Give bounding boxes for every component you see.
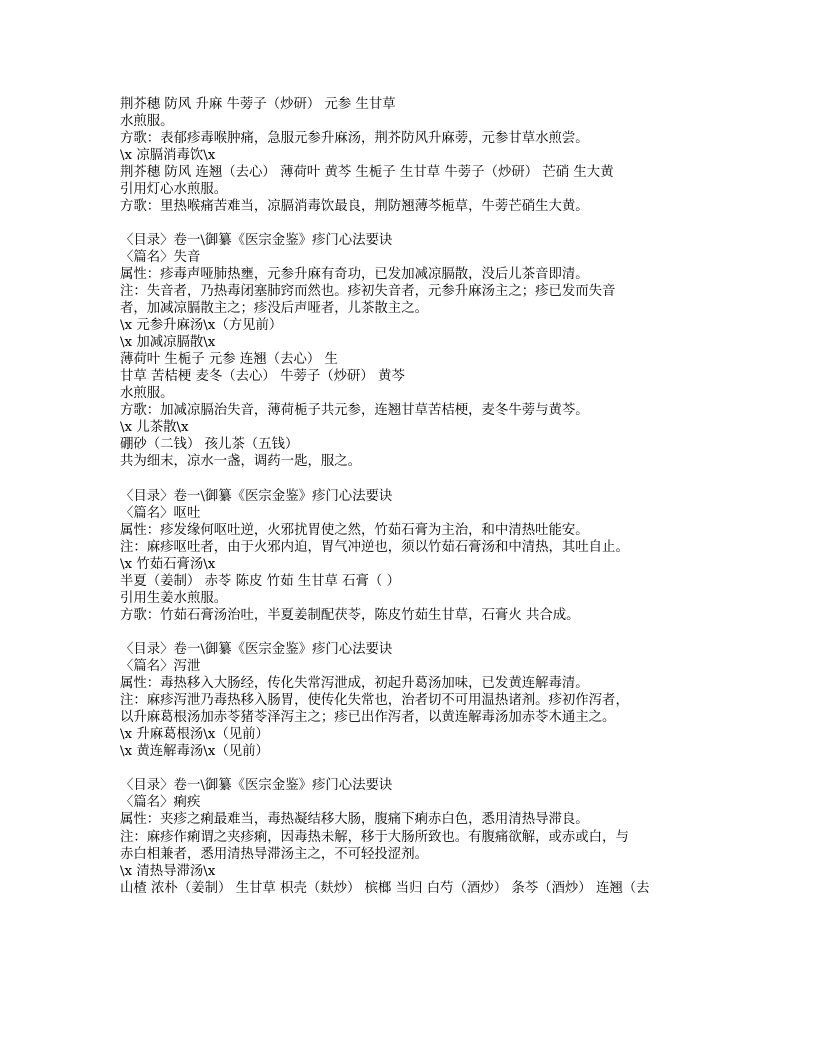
- text-line: 者，加减凉膈散主之；疹没后声哑者，儿茶散主之。: [120, 301, 428, 317]
- text-line: 注：麻疹呕吐者，由于火邪内迫，胃气冲逆也，须以竹茹石膏汤和中清热，其吐自止。: [120, 539, 629, 555]
- text-line: 荆芥穗 防风 连翘（去心） 薄荷叶 黄芩 生栀子 生甘草 牛蒡子（炒研） 芒硝 生大黄: [120, 164, 614, 180]
- text-line: 方歌：竹茹石膏汤治吐，半夏姜制配茯苓，陈皮竹茹生甘草，石膏火 共合成。: [120, 607, 580, 623]
- text-line: \x 黄连解毒汤\x（见前）: [120, 744, 269, 760]
- text-line: \x 儿茶散\x: [120, 420, 189, 436]
- text-line: 注：失音者，乃热毒闭塞肺窍而然也。疹初失音者，元参升麻汤主之；疹已发而失音: [120, 284, 616, 300]
- text-line: 甘草 苦桔梗 麦冬（去心） 牛蒡子（炒研） 黄芩: [120, 369, 405, 385]
- text-line: 〈目录〉卷一\御纂《医宗金鉴》疹门心法要诀: [120, 642, 393, 657]
- blank-line: [120, 215, 720, 232]
- text-line: 赤白相兼者，悉用清热导滞汤主之，不可轻投涩剂。: [120, 846, 428, 862]
- text-line: 方歌：表郁疹毒喉肿痛，急服元参升麻汤，荆芥防风升麻蒡，元参甘草水煎尝。: [120, 130, 589, 146]
- text-line: 〈篇名〉失音: [120, 249, 201, 265]
- text-line: 引用生姜水煎服。: [120, 590, 228, 606]
- text-line: 水煎服。: [120, 113, 174, 129]
- text-line: 方歌：里热喉痛苦难当，凉膈消毒饮最良，荆防翘薄芩栀草，牛蒡芒硝生大黄。: [120, 198, 589, 214]
- text-line: 属性：疹毒声哑肺热壅，元参升麻有奇功，已发加减凉膈散，没后儿茶音即清。: [120, 266, 589, 282]
- blank-line: [120, 471, 720, 488]
- text-line: 共为细末，凉水一盏，调药一匙，服之。: [120, 454, 362, 470]
- text-line: \x 加减凉膈散\x: [120, 335, 216, 351]
- text-line: 以升麻葛根汤加赤苓猪苓泽泻主之；疹已出作泻者，以黄连解毒汤加赤苓木通主之。: [120, 710, 616, 726]
- text-line: \x 元参升麻汤\x（方见前）: [120, 318, 283, 334]
- text-line: 方歌：加减凉膈治失音，薄荷栀子共元参，连翘甘草苦桔梗，麦冬牛蒡与黄芩。: [120, 403, 589, 419]
- text-line: 荆芥穗 防风 升麻 牛蒡子（炒研） 元参 生甘草: [120, 96, 396, 112]
- text-line: \x 升麻葛根汤\x（见前）: [120, 727, 269, 743]
- document-page: [120, 96, 720, 897]
- text-line: 〈篇名〉呕吐: [120, 505, 201, 521]
- text-line: \x 凉膈消毒饮\x: [120, 147, 216, 163]
- text-line: 〈篇名〉泻泄: [120, 659, 201, 675]
- text-line: 半夏（姜制） 赤苓 陈皮 竹茹 生甘草 石膏（ ）: [120, 573, 400, 589]
- text-line: 引用灯心水煎服。: [120, 181, 228, 197]
- text-line: 属性：夹疹之痢最难当，毒热凝结移大肠，腹痛下痢赤白色，悉用清热导滞良。: [120, 812, 589, 828]
- text-line: 硼砂（二钱） 孩儿茶（五钱）: [120, 437, 299, 453]
- text-line: 属性：毒热移入大肠经，传化失常泻泄成，初起升葛汤加味，已发黄连解毒清。: [120, 676, 589, 692]
- text-line: \x 清热导滞汤\x: [120, 863, 216, 879]
- blank-line: [120, 624, 720, 641]
- text-line: 注：麻疹作痢谓之夹疹痢，因毒热未解，移于大肠所致也。有腹痛欲解，或赤或白，与: [120, 829, 629, 845]
- text-line: 注：麻疹泻泄乃毒热移入肠胃，使传化失常也，治者切不可用温热诸剂。疹初作泻者，: [120, 693, 629, 709]
- text-line: 水煎服。: [120, 386, 174, 402]
- blank-line: [120, 760, 720, 777]
- text-line: 〈目录〉卷一\御纂《医宗金鉴》疹门心法要诀: [120, 488, 393, 504]
- text-line: 薄荷叶 生栀子 元参 连翘（去心） 生: [120, 352, 338, 368]
- text-line: 〈目录〉卷一\御纂《医宗金鉴》疹门心法要诀: [120, 778, 393, 794]
- text-line: 属性：疹发缘何呕吐逆，火邪扰胃使之然，竹茹石膏为主治，和中清热吐能安。: [120, 522, 589, 538]
- text-line: 山楂 浓朴（姜制） 生甘草 枳壳（麸炒） 槟榔 当归 白芍（酒炒） 条芩（酒炒） 连翘（去: [120, 880, 650, 896]
- text-line: 〈篇名〉痢疾: [120, 795, 201, 811]
- text-line: 〈目录〉卷一\御纂《医宗金鉴》疹门心法要诀: [120, 232, 393, 248]
- text-line: \x 竹茹石膏汤\x: [120, 556, 216, 572]
